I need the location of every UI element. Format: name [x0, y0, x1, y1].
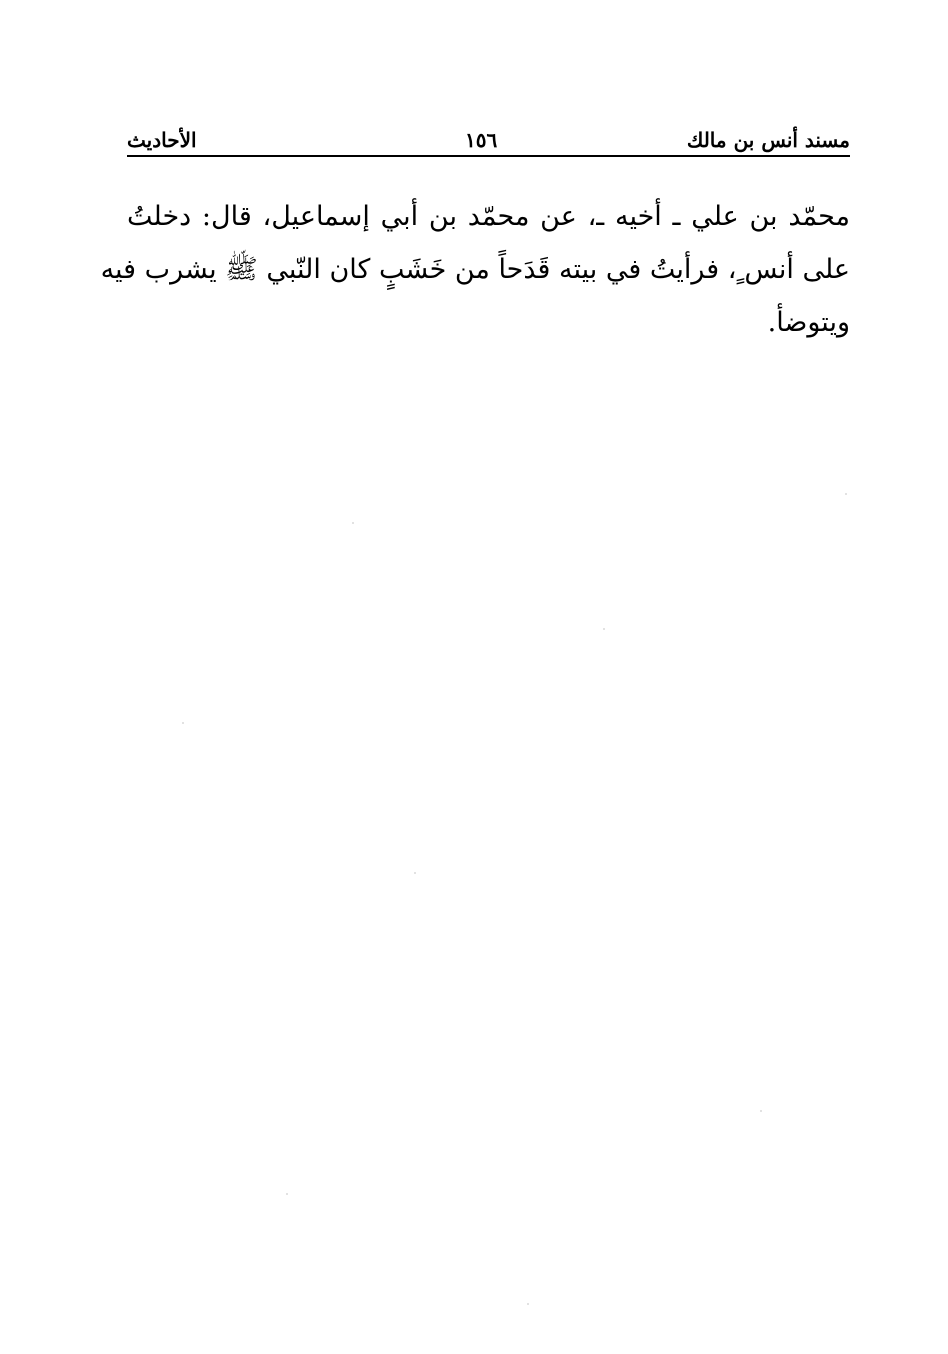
scan-speck — [527, 1303, 529, 1305]
page-number: ١٥٦ — [465, 128, 498, 152]
body-line-1: محمّد بن علي ـ أخيه ـ، عن محمّد بن أبي إسماعيل، قال: دخلتُ — [127, 201, 850, 232]
section-title: الأحاديث — [127, 128, 197, 152]
book-title: مسند أنس بن مالك — [686, 128, 850, 152]
scan-speck — [286, 1193, 288, 1195]
scan-speck — [352, 522, 354, 524]
body-text — [100, 190, 850, 349]
scan-speck — [182, 722, 184, 724]
running-header — [127, 126, 850, 156]
body-line-2: على أنس ٍ، فرأيتُ في بيته قَدَحاً من خَشَبٍ كان النّبي ﷺ يشرب فيه — [100, 254, 850, 285]
body-line-3: ويتوضأ. — [767, 307, 850, 338]
scan-speck — [414, 872, 416, 874]
scan-speck — [760, 1110, 762, 1112]
scan-speck — [845, 493, 847, 495]
scan-speck — [603, 628, 605, 630]
header-rule — [127, 155, 850, 157]
